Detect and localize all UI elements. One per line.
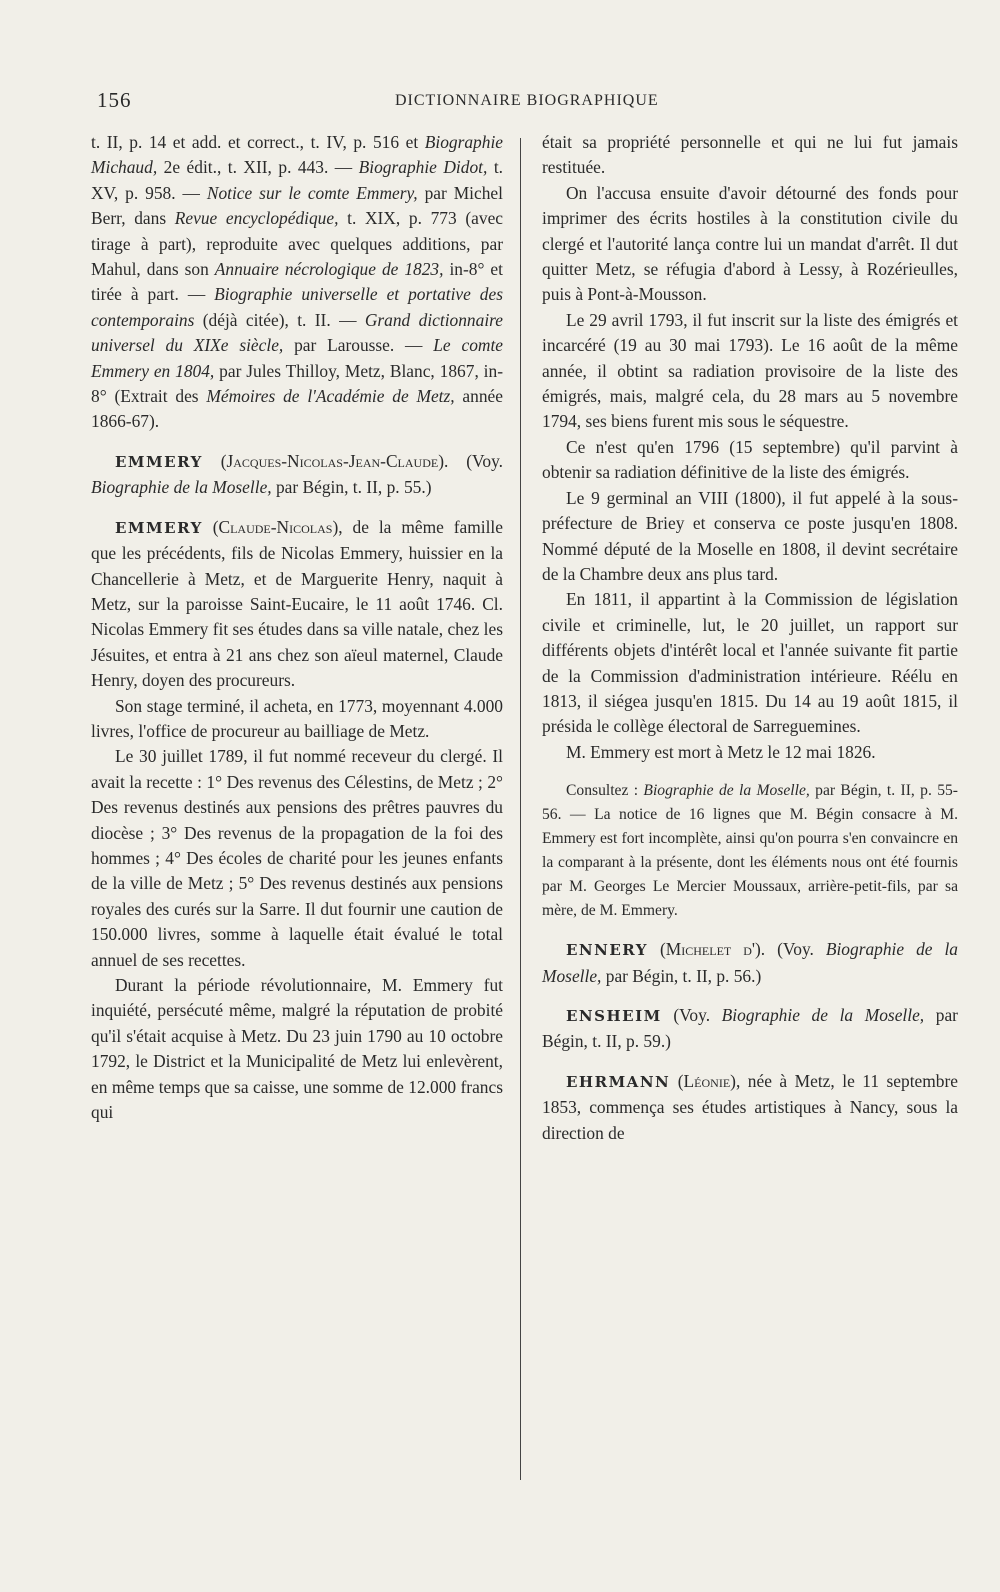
text: 2e édit., t. XII, p. 443. — [157, 157, 359, 178]
work-title: Biographie Michaud, [91, 132, 503, 178]
text: par Jules Thilloy, Metz, Blanc, 1867, in-8° (Extrait des [91, 360, 503, 407]
work-title: Biographie Didot, [358, 157, 488, 178]
paragraph: En 1811, il appartint à la Commission de législation civile et criminelle, lut, le 20 juillet, un rapport sur différents objets d'intérêt local et l'année suivante fit partie de la Commission d'administration intérieure. Réélu en 1813, il siégea jusqu'en 1815. Du 14 au 19 août 1815, il présida le collège électoral de Sarreguemines. [542, 589, 958, 737]
paragraph: Le 30 juillet 1789, il fut nommé receveur du clergé. Il avait la recette : 1° Des revenus des Célestins, de Metz ; 2° Des revenus destinés aux pensions des prêtres pauvres du diocèse ; 3° Des revenus de la propagation de la foi des hommes ; 4° Des écoles de charité pour les jeunes enfants de la ville de Metz ; 5° Des revenus destinés aux pensions royales des curés sur la Sarre. Il dut fournir une caution de 150.000 livres, somme à laquelle était évalué le total annuel de ses recettes. [91, 746, 503, 970]
paragraph: Durant la période révolutionnaire, M. Emmery fut inquiété, persécuté même, malgré la réputation de probité qu'il s'était acquise à Metz. Du 23 juin 1790 au 10 octobre 1792, le District et la Municipalité de Metz lui enlevèrent, en même temps que sa caisse, une somme de 12.000 francs qui [91, 975, 503, 1123]
text: (Voy. [448, 450, 503, 471]
entry-ensheim [542, 1003, 958, 1055]
entry-ehrmann [542, 1069, 958, 1146]
page-number: 156 [97, 88, 132, 112]
left-column [91, 130, 503, 1125]
text: (déjà citée), t. II. — [194, 309, 365, 330]
entry-headword: EMMERY [115, 518, 203, 537]
paragraph: On l'accusa ensuite d'avoir détourné des fonds pour imprimer des écrits hostiles à la constitution civile du clergé et l'autorité lança contre lui un mandat d'arrêt. Il dut quitter Metz, se réfugia d'abord à Lessy, à Rozérieulles, puis à Pont-à-Mousson. [542, 182, 958, 305]
text: née à Metz, le 11 septembre 1853, commença ses études artistiques à Nancy, sous la direction de [542, 1070, 958, 1143]
text: Consultez : [566, 782, 644, 800]
entry-names: (Claude-Nicolas), [202, 516, 343, 537]
work-title: Annuaire nécrologique de 1823, [214, 259, 444, 280]
work-title: Grand dictionnaire universel du XIXe siècle, [91, 309, 503, 356]
entry-names: (Léonie), [670, 1070, 741, 1091]
work-title: Biographie de la Moselle, [91, 477, 272, 498]
entry-headword: ENSHEIM [566, 1006, 662, 1025]
running-head: DICTIONNAIRE BIOGRAPHIQUE [395, 92, 659, 109]
work-title: Biographie universelle et portative des contemporains [91, 284, 503, 330]
bibliography-continued [91, 130, 503, 435]
work-title: Biographie de la Moselle, [542, 939, 958, 986]
entry-emmery-jacques [91, 449, 503, 501]
entry-names: (Michelet d'). [648, 939, 766, 960]
text: par Bégin, t. II, p. 55-56. — La notice de 16 lignes que M. Bégin consacre à M. Emmery est fort incomplète, ainsi qu'on pourra s'en convaincre en la comparant à la présente, dont les éléments nous ont été fournis par M. Georges Le Mercier Moussaux, arrière-petit-fils, par sa mère, de M. Emmery. [542, 782, 958, 920]
paragraph: Le 29 avril 1793, il fut inscrit sur la liste des émigrés et incarcéré (19 au 30 mai 1793). Le 16 août de la même année, il obtint sa radiation provisoire de la liste des émigrés, mais, malgré cela, du 28 mars au 5 novembre 1794, ses biens furent mis sous le séquestre. [542, 309, 958, 432]
paragraph: Ce n'est qu'en 1796 (15 septembre) qu'il parvint à obtenir sa radiation définitive de la liste des émigrés. [542, 436, 958, 483]
text: (Voy. [765, 939, 826, 960]
entry-headword: EHRMANN [566, 1072, 671, 1091]
text: de la même famille que les précédents, fils de Nicolas Emmery, huissier en la Chancellerie à Metz, et de Marguerite Henry, naquit à Metz, sur la paroisse Saint-Eucaire, le 11 août 1746. Cl. Nicolas Emmery fit ses études dans sa ville natale, chez les Jésuites, et entra à 21 ans chez son aïeul maternel, Claude Henry, doyen des procureurs. [91, 516, 503, 691]
paragraph: Son stage terminé, il acheta, en 1773, moyennant 4.000 livres, l'office de procureur au bailliage de Metz. [91, 695, 503, 741]
column-divider [520, 138, 521, 1480]
work-title: Biographie de la Moselle, [721, 1004, 925, 1025]
work-title: Biographie de la Moselle, [643, 782, 810, 800]
entry-headword: ENNERY [566, 941, 649, 960]
text: (Voy. [661, 1004, 722, 1025]
text: par Bégin, t. II, p. 59.) [542, 1004, 958, 1052]
text: par Bégin, t. II, p. 56.) [601, 965, 762, 986]
text: par Michel Berr, dans [91, 182, 503, 229]
work-title: Mémoires de l'Académie de Metz, [206, 386, 455, 407]
text: année 1866-67). [91, 386, 503, 432]
text: par Bégin, t. II, p. 55.) [271, 477, 432, 498]
right-column [542, 130, 958, 1146]
entry-headword: EMMERY [115, 452, 203, 471]
paragraph: M. Emmery est mort à Metz le 12 mai 1826. [566, 741, 876, 762]
paragraph: était sa propriété personnelle et qui ne lui fut jamais restituée. [542, 132, 958, 178]
entry-ennery [542, 937, 958, 989]
text: t. II, p. 14 et add. et correct., t. IV, p. 516 et [91, 132, 425, 152]
work-title: Revue encyclopédique, [174, 208, 339, 229]
text: t. XIX, p. 773 (avec tirage à part), reproduite avec quelques additions, par Mahul, dans son [91, 208, 504, 280]
text: par Larousse. — [283, 335, 434, 356]
consultez-note [542, 779, 958, 923]
work-title: Le comte Emmery en 1804, [91, 335, 503, 381]
work-title: Notice sur le comte Emmery, [206, 182, 418, 203]
entry-names: (Jacques-Nicolas-Jean-Claude). [202, 450, 449, 471]
paragraph: Le 9 germinal an VIII (1800), il fut appelé à la sous-préfecture de Briey et conserva ce poste jusqu'en 1808. Nommé député de la Moselle en 1808, il devint secrétaire de la Chambre deux ans plus tard. [542, 487, 958, 584]
entry-emmery-claude [91, 515, 503, 694]
text: t. XV, p. 958. — [91, 157, 503, 203]
text: in-8° et tirée à part. — [91, 259, 503, 305]
